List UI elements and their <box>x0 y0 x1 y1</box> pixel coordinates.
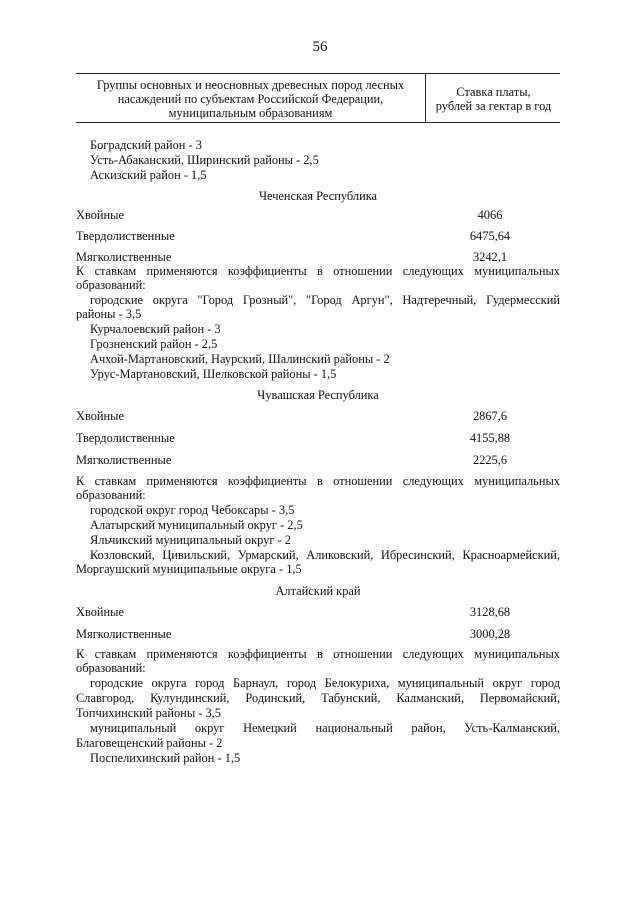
coef-line: Моргаушский муниципальные округа - 1,5 <box>76 562 302 576</box>
coef-line: городские округа город Барнаул, город Белокуриха, муниципальный округ город <box>90 676 560 690</box>
coef-intro: К ставкам применяются коэффициенты в отношении следующих муниципальных <box>76 647 560 661</box>
coef-line: Ачхой-Мартановский, Наурский, Шалинский районы - 2 <box>90 352 390 366</box>
coef-intro: образований: <box>76 488 146 502</box>
rate-name: Хвойные <box>76 605 124 619</box>
header-col-rate-line: рублей за гектар в год <box>435 99 552 113</box>
coef-line: Славгород, Кулундинский, Родинский, Табунский, Калманский, Первомайский, <box>76 691 560 705</box>
coef-line: Поспелихинский район - 1,5 <box>90 751 241 765</box>
coef-intro: образований: <box>76 661 146 675</box>
coef-line: городской округ город Чебоксары - 3,5 <box>90 503 295 517</box>
section-title: Чувашская Республика <box>257 388 379 402</box>
rate-name: Хвойные <box>76 409 124 423</box>
rate-name: Мягколиственные <box>76 453 172 467</box>
coef-line: Урус-Мартановский, Шелковской районы - 1,5 <box>90 367 337 381</box>
coef-line: Благовещенский районы - 2 <box>76 736 223 750</box>
coef-intro: К ставкам применяются коэффициенты в отношении следующих муниципальных <box>76 264 560 278</box>
rate-name: Мягколиственные <box>76 250 172 264</box>
coef-line: Курчалоевский район - 3 <box>90 322 221 336</box>
coef-line: Топчихинский районы - 3,5 <box>76 706 221 720</box>
header-col-rate-line: Ставка платы, <box>456 85 531 99</box>
continued-line: Усть-Абаканский, Ширинский районы - 2,5 <box>90 153 319 167</box>
coef-line: Грозненский район - 2,5 <box>90 337 218 351</box>
coef-line: Алатырский муниципальный округ - 2,5 <box>90 518 303 532</box>
coef-line: районы - 3,5 <box>76 307 142 321</box>
section-title: Алтайский край <box>275 584 361 598</box>
coef-line: муниципальный округ Немецкий национальный район, Усть-Калманский, <box>90 721 560 735</box>
rate-name: Твердолиственные <box>76 229 175 243</box>
coef-intro: К ставкам применяются коэффициенты в отношении следующих муниципальных <box>76 474 560 488</box>
coef-line: Козловский, Цивильский, Урмарский, Аликовский, Ибресинский, Красноармейский, <box>90 548 560 562</box>
header-table <box>76 73 560 123</box>
rate-value: 3128,68 <box>469 605 511 619</box>
coef-intro: образований: <box>76 278 146 292</box>
header-col-groups-line: Группы основных и неосновных древесных пород лесных <box>96 78 405 92</box>
header-col-groups-line: насаждений по субъектам Российской Федерации, <box>117 92 384 106</box>
rate-value: 6475,64 <box>469 229 511 243</box>
header-col-rate <box>427 74 560 122</box>
rate-value: 3000,28 <box>469 627 511 641</box>
header-col-groups <box>76 74 426 122</box>
section-title: Чеченская Республика <box>258 189 378 203</box>
rate-name: Мягколиственные <box>76 627 172 641</box>
coef-line: городские округа "Город Грозный", "Город Аргун", Надтеречный, Гудермесский <box>90 293 560 307</box>
rate-value: 4155,88 <box>469 431 511 445</box>
rate-value: 2867,6 <box>472 409 508 423</box>
rate-name: Хвойные <box>76 208 124 222</box>
rate-value: 3242,1 <box>472 250 508 264</box>
coef-line: Яльчикский муниципальный округ - 2 <box>90 533 291 547</box>
header-col-groups-line: муниципальным образованиям <box>168 106 333 120</box>
continued-line: Боградский район - 3 <box>90 138 202 152</box>
page-number: 56 <box>312 39 328 55</box>
rate-value: 2225,6 <box>472 453 508 467</box>
rate-name: Твердолиственные <box>76 431 175 445</box>
continued-line: Аскизский район - 1,5 <box>90 168 207 182</box>
rate-value: 4066 <box>477 208 503 222</box>
